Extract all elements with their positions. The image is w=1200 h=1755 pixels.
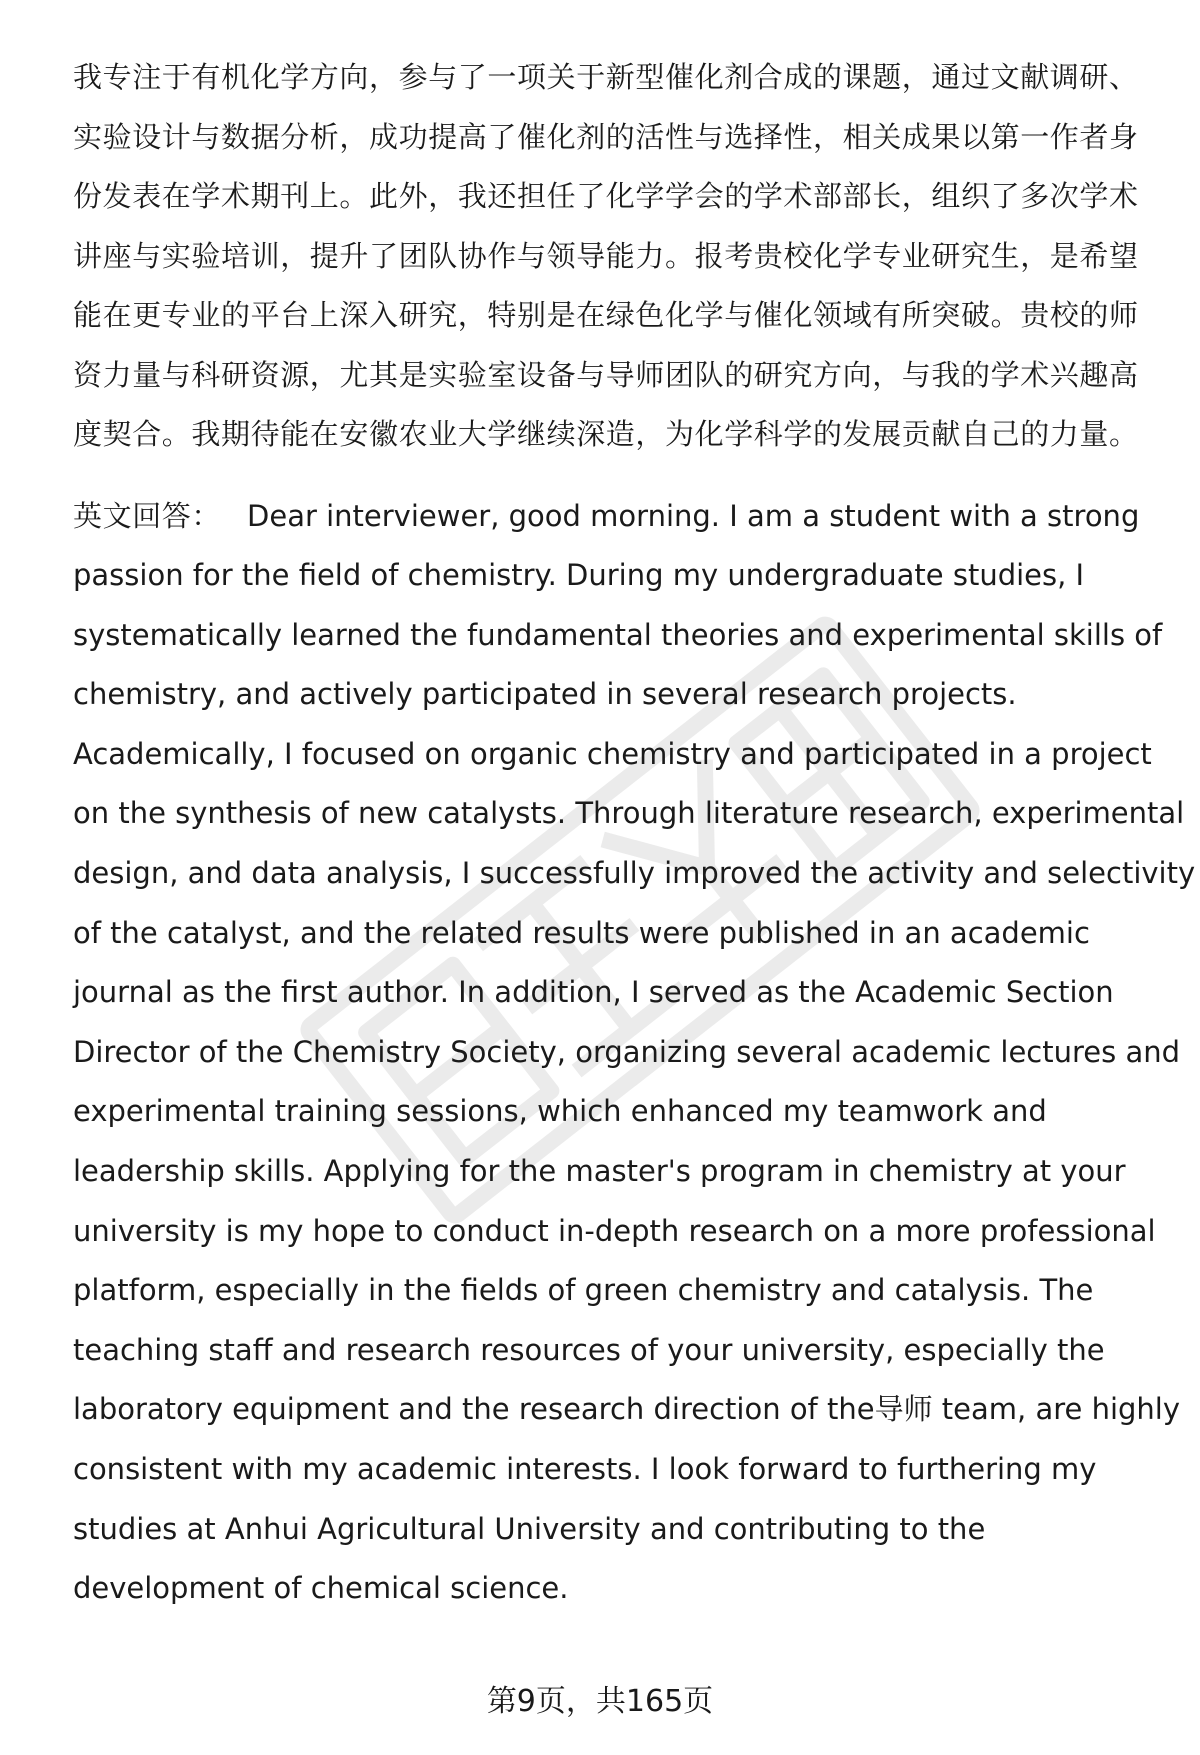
text-line: Academically, I focused on organic chemistry and participated in a project: [73, 736, 1152, 771]
text-line: 我专注于有机化学方向，参与了一项关于新型催化剂合成的课题，通过文献调研、: [73, 60, 1139, 94]
text-line: consistent with my academic interests. I look forward to furthering my: [73, 1452, 1097, 1486]
text-line: passion for the field of chemistry. During my undergraduate studies, I: [73, 558, 1085, 593]
text-line: systematically learned the fundamental theories and experimental skills of: [73, 617, 1163, 652]
text-line: laboratory equipment and the research direction of the导师 team, are highly: [73, 1392, 1181, 1427]
english-answer-paragraph: [73, 487, 1196, 1619]
document-page: [73, 48, 1196, 1619]
text-line: chemistry, and actively participated in several research projects.: [73, 677, 1017, 712]
text-line: on the synthesis of new catalysts. Through literature research, experimental: [73, 796, 1185, 831]
text-line: 度契合。我期待能在安徽农业大学继续深造，为化学科学的发展贡献自己的力量。: [73, 417, 1139, 451]
text-line: teaching staff and research resources of your university, especially the: [73, 1332, 1105, 1367]
chinese-paragraph: [73, 48, 1158, 465]
text-line: university is my hope to conduct in-depth research on a more professional: [73, 1213, 1156, 1248]
page-number-footer: 第9页，共165页: [486, 1684, 714, 1719]
text-line: experimental training sessions, which enhanced my teamwork and: [73, 1094, 1047, 1129]
text-line: leadership skills. Applying for the master's program in chemistry at your: [73, 1154, 1126, 1189]
text-line: 资力量与科研资源，尤其是实验室设备与导师团队的研究方向，与我的学术兴趣高: [73, 357, 1139, 392]
text-line: [73, 487, 1158, 547]
text-line: 讲座与实验培训，提升了团队协作与领导能力。报考贵校化学专业研究生，是希望: [73, 238, 1139, 273]
english-answer-label: 英文回答：: [73, 498, 222, 533]
text-line: 实验设计与数据分析，成功提高了催化剂的活性与选择性，相关成果以第一作者身: [73, 119, 1139, 154]
text-line: 能在更专业的平台上深入研究，特别是在绿色化学与催化领域有所突破。贵校的师: [73, 298, 1139, 332]
text-line: studies at Anhui Agricultural University and contributing to the: [73, 1511, 986, 1546]
text-line: design, and data analysis, I successfully improved the activity and selectivity: [73, 856, 1196, 891]
text-line: Director of the Chemistry Society, organizing several academic lectures and: [73, 1034, 1181, 1069]
text-line: journal as the first author. In addition, I served as the Academic Section: [73, 975, 1114, 1010]
english-answer-first-line: Dear interviewer, good morning. I am a student with a strong: [247, 498, 1140, 533]
text-line: platform, especially in the fields of green chemistry and catalysis. The: [73, 1273, 1094, 1308]
text-line: of the catalyst, and the related results were published in an academic: [73, 915, 1090, 950]
text-line: 份发表在学术期刊上。此外，我还担任了化学学会的学术部部长，组织了多次学术: [73, 179, 1139, 213]
text-line: development of chemical science.: [73, 1571, 569, 1606]
